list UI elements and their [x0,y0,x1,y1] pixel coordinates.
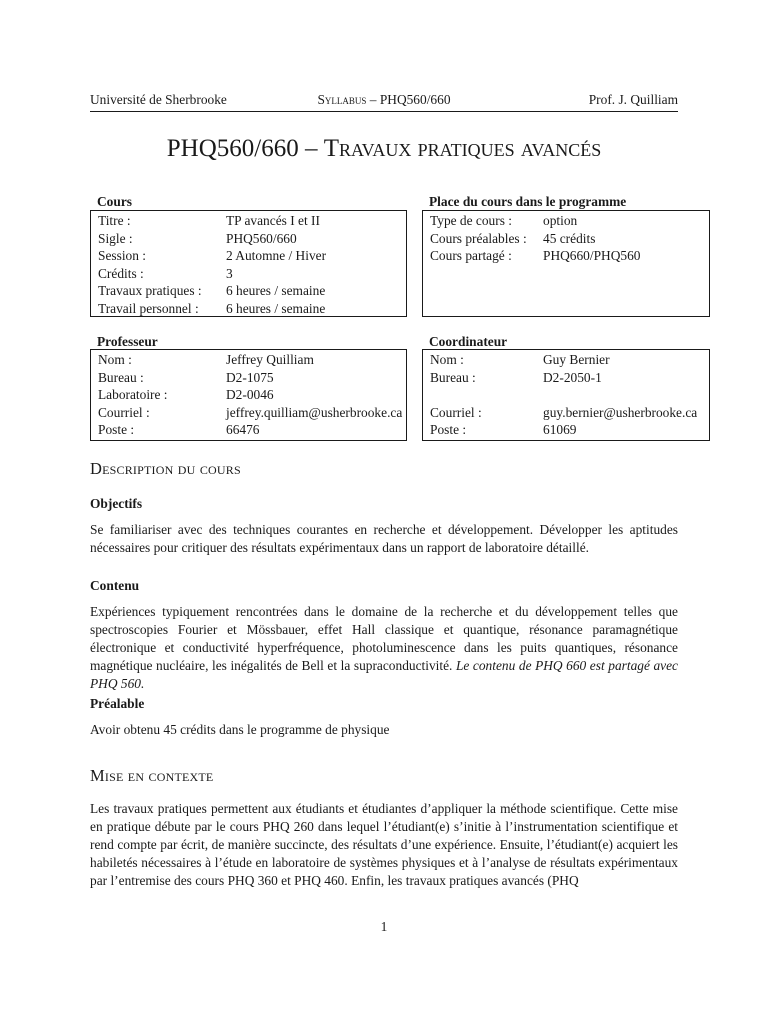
place-row-label: Cours préalables : [430,230,527,246]
professeur-row-value: Jeffrey Quilliam [226,352,314,367]
cours-row-label: Travail personnel : [98,300,199,316]
professeur-row [98,421,406,439]
title-name: Travaux pratiques avancés [323,135,602,162]
professeur-row [98,386,406,404]
objectifs-heading: Objectifs [90,496,143,511]
cours-rows [98,212,406,317]
header-professor: Prof. J. Quilliam [588,92,678,107]
contexte-heading: Mise en contexte [90,766,214,785]
professeur-row-label: Courriel : [98,404,150,420]
objectifs-text: Se familiariser avec des techniques courantes en recherche et développement. Développer les aptitudes nécessaires pour critiquer des résultats expérimentaux dans un rapport de laboratoire détaillé. [90,522,678,556]
header-university: Université de Sherbrooke [90,92,227,107]
professeur-row [98,404,406,422]
professeur-row [98,351,406,369]
coordinateur-box [422,349,710,441]
cours-row [98,282,406,300]
professeur-row-label: Laboratoire : [98,387,168,402]
cours-box [90,210,407,317]
place-heading: Place du cours dans le programme [429,194,627,209]
coordinateur-heading: Coordinateur [429,334,508,349]
professeur-row [98,369,406,387]
cours-row-value: 3 [226,265,233,281]
professeur-row-label: Poste : [98,422,135,437]
description-heading: Description du cours [90,459,241,478]
prealable-text: Avoir obtenu 45 crédits dans le programme de physique [90,722,390,737]
professeur-row-value: 66476 [226,422,260,437]
coordinateur-row-label: Bureau : [430,369,476,385]
cours-row [98,265,406,283]
contenu-text: Expériences typiquement rencontrées dans le domaine de la recherche et du développement telles que spectroscopies Fourier et Mössbauer, effet Hall classique et quantique, résonance paramagnétique électronique et conductivité hyperfréquence, photoluminescence dans les puits quantiques, résonance magnétique nucléaire, les inégalités de Bell et la supraconductivité. [90,604,678,674]
cours-row-label: Sigle : [98,230,133,246]
professeur-row-label: Nom : [98,352,132,367]
coordinateur-row-value: Guy Bernier [543,352,610,367]
cours-row-value: PHQ560/660 [226,230,297,246]
header-course-code: – PHQ560/660 [366,92,451,107]
place-row-label: Type de cours : [430,213,512,228]
professeur-box [90,349,407,441]
professeur-row-label: Bureau : [98,369,144,385]
professeur-row-value: D2-1075 [226,369,274,385]
place-row-value: option [543,213,578,228]
professeur-row-value: jeffrey.quilliam@usherbrooke.ca [226,404,403,420]
contexte-text: Les travaux pratiques permettent aux étudiants et étudiantes d’appliquer la méthode scientifique. Cette mise en pratique débute par le cours PHQ 260 dans lequel l’étudiant(e) s’initie à l’instrumentation scientifique et rend compte par écrit, de manière succincte, des résultats d’une expérience. Ensuite, l’étudiant(e) acquiert les habiletés nécessaires à l’étude en laboratoire de systèmes physiques et à l’analyse de résultats expérimentaux par l’entremise des cours PHQ 360 et PHQ 460. Enfin, les travaux pratiques avancés (PHQ [90,801,678,889]
place-row [430,230,709,248]
coordinateur-row-value: guy.bernier@usherbrooke.ca [543,404,698,420]
cours-row-label: Travaux pratiques : [98,283,202,298]
prealable-heading: Préalable [90,696,145,711]
header-syllabus-label: Syllabus [317,92,367,107]
professeur-row-value: D2-0046 [226,387,274,402]
coordinateur-row [430,386,709,404]
contenu-note: Le contenu de PHQ 660 est partagé avec PHQ 560. [90,658,678,692]
running-header [90,91,678,109]
place-rows [430,212,709,265]
coordinateur-row-value: D2-2050-1 [543,369,602,385]
professeur-heading: Professeur [97,334,158,349]
title-code: PHQ560/660 – [166,135,324,162]
coordinateur-rows [430,351,709,439]
header-rule [90,111,678,112]
place-row [430,247,709,265]
page-number: 1 [380,919,388,934]
cours-row [98,230,406,248]
coordinateur-row-label: Nom : [430,352,464,367]
contenu-heading: Contenu [90,578,140,593]
cours-row-label: Titre : [98,213,131,228]
place-row-value: PHQ660/PHQ560 [543,248,641,263]
coordinateur-row-label: Courriel : [430,404,482,420]
cours-row-value: 6 heures / semaine [226,300,326,316]
cours-row [98,300,406,318]
cours-row-label: Crédits : [98,265,144,281]
coordinateur-row-value: 61069 [543,422,577,437]
cours-row-label: Session : [98,248,146,263]
coordinateur-row [430,369,709,387]
contenu-paragraph [90,603,678,693]
coordinateur-row [430,421,709,439]
cours-row [98,247,406,265]
cours-heading: Cours [97,194,132,209]
cours-row-value: 6 heures / semaine [226,283,326,298]
document-title [90,134,678,164]
place-row [430,212,709,230]
coordinateur-row [430,351,709,369]
professeur-rows [98,351,406,439]
cours-row-value: TP avancés I et II [226,213,320,228]
place-box [422,210,710,317]
place-row-value: 45 crédits [543,230,596,246]
coordinateur-row [430,404,709,422]
cours-row [98,212,406,230]
cours-row-value: 2 Automne / Hiver [226,248,327,263]
coordinateur-row-label: Poste : [430,422,467,437]
place-row-label: Cours partagé : [430,248,512,263]
